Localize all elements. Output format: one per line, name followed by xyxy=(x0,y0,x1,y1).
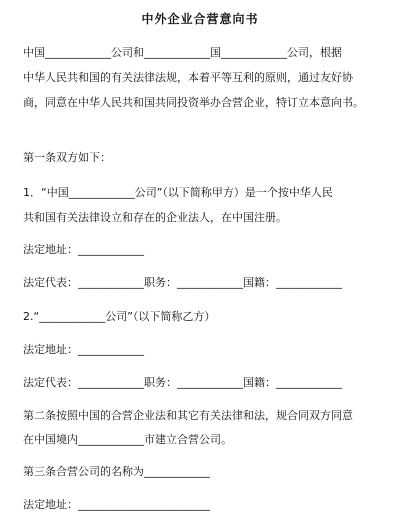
party-b-line: 2.“____________公司”（以下简称乙方） xyxy=(23,310,216,323)
party-a-address: 法定地址：____________ xyxy=(23,243,144,256)
party-a-line-1: 1．“中国____________公司”（以下简称甲方）是一个按中华人民 xyxy=(23,186,333,199)
party-a-representative: 法定代表：____________职务：____________国籍：____________ xyxy=(23,276,342,289)
article2-line-2: 在中国境内____________市建立合营公司。 xyxy=(23,433,232,446)
article1-heading: 第一条双方如下： xyxy=(23,151,111,164)
article3-line: 第三条合营公司的名称为____________ xyxy=(23,465,210,478)
jv-address: 法定地址：________________________ xyxy=(23,498,210,511)
party-b-representative: 法定代表：____________职务：____________国籍：____________ xyxy=(23,376,342,389)
intro-line-1: 中国____________公司和____________国____________公司，根据 xyxy=(23,46,342,59)
document-title: 中外企业合营意向书 xyxy=(141,12,259,26)
party-b-address: 法定地址：____________ xyxy=(23,343,144,356)
party-a-line-2: 共和国有关法律设立和存在的企业法人，在中国注册。 xyxy=(23,211,287,224)
article2-line-1: 第二条按照中国的合营企业法和其它有关法律和法，规合同双方同意 xyxy=(23,409,353,422)
intro-line-2: 中华人民共和国的有关法律法规，本着平等互利的原则，通过友好协 xyxy=(23,71,353,84)
intro-line-3: 商，同意在中华人民共和国共同投资举办合营企业，特订立本意向书。 xyxy=(23,96,364,109)
